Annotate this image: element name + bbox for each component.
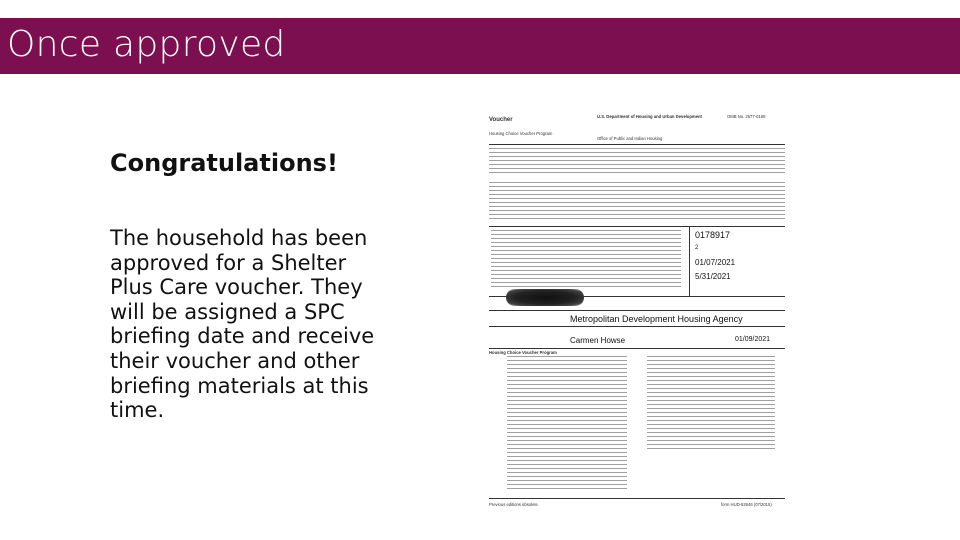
issue-date-value: 01/07/2021 [695, 258, 736, 267]
form-table-divider [689, 226, 690, 296]
footer-left-text: Previous editions obsolete [489, 502, 538, 507]
redacted-family-name [506, 289, 584, 306]
official-name-value: Carmen Howse [570, 336, 626, 345]
voucher-omb-number: OMB No. 2577-0169 [727, 114, 766, 119]
footer-rule [489, 498, 785, 499]
unit-size-value: 2 [695, 245, 699, 251]
instructions-right-column [647, 356, 775, 452]
instructions-heading: Housing Choice Voucher Program [489, 350, 557, 355]
form-table-top-rule [489, 226, 785, 227]
burden-statement-text [489, 148, 785, 176]
signed-date-value: 01/09/2021 [735, 336, 771, 343]
title-bar [0, 18, 960, 74]
instructions-rule [489, 348, 785, 349]
pha-name-value: Metropolitan Development Housing Agency [570, 314, 743, 324]
slide-title: Once approved [7, 24, 286, 65]
voucher-agency: U.S. Department of Housing and Urban Development [597, 114, 702, 119]
header-rule [489, 144, 785, 145]
voucher-doc-title: Voucher [489, 117, 513, 123]
form-table-labels [491, 230, 681, 290]
voucher-office: Office of Public and Indian Housing [597, 136, 663, 141]
footer-right-text: form HUD-52646 (07/2015) [721, 502, 772, 507]
pha-section-rule [489, 310, 785, 311]
voucher-document-image [477, 104, 792, 514]
congratulations-heading: Congratulations! [110, 149, 338, 177]
instructions-left-column [507, 356, 627, 490]
voucher-subtitle: Housing Choice Voucher Program [489, 131, 553, 136]
privacy-act-text [489, 182, 785, 222]
voucher-number-value: 0178917 [695, 230, 731, 240]
approval-body-text: The household has been approved for a Shelter Plus Care voucher. They will be assigned a SPC briefing date and receive their voucher and other briefing materials at this time. [110, 226, 375, 423]
expiration-date-value: 5/31/2021 [695, 272, 731, 281]
official-section-rule [489, 326, 785, 327]
